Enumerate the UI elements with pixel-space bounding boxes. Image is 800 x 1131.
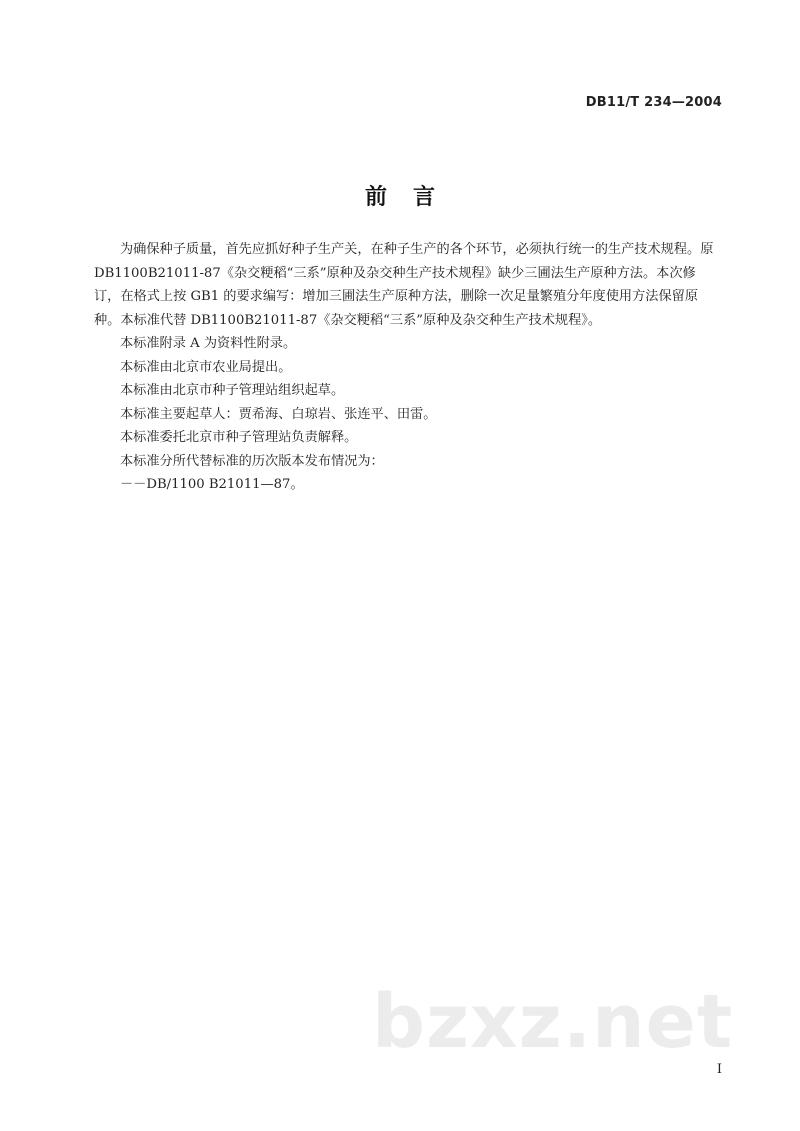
watermark-logo: bzxz.net <box>372 979 734 1065</box>
foreword-body <box>94 238 720 497</box>
paragraph-interpretation: 本标准委托北京市种子管理站负责解释。 <box>120 430 358 445</box>
paragraph-proposer: 本标准由北京市农业局提出。 <box>120 359 292 375</box>
paragraph-previous-version: －－DB/1100 B21011—87。 <box>120 477 304 492</box>
paragraph-history: 本标准分所代替标准的历次版本发布情况为： <box>120 453 384 469</box>
document-code: DB11/T 234—2004 <box>585 95 722 110</box>
paragraph-organizer: 本标准由北京市种子管理站组织起草。 <box>120 383 345 398</box>
page-title: 前言 <box>364 185 461 210</box>
paragraph-intro: 为确保种子质量，首先应抓好种子生产关，在种子生产的各个环节，必须执行统一的生产技术规程。原 DB1100B21011-87《杂交粳稻“三系”原种及杂交种生产技术规程》缺少三圃法生产原种方法。本次修订，在格式上按 GB1 的要求编写：增加三圃法生产原种方法，删除一次足量繁殖分年度使用方法保留原种。本标准代替 DB1100B21011-87《杂交粳稻“三系”原种及杂交种生产技术规程》。 <box>94 242 714 328</box>
paragraph-drafters: 本标准主要起草人：贾希海、白琼岩、张连平、田雷。 <box>120 406 437 422</box>
page-number: I <box>716 1062 722 1077</box>
paragraph-appendix: 本标准附录 A 为资料性附录。 <box>120 336 297 351</box>
